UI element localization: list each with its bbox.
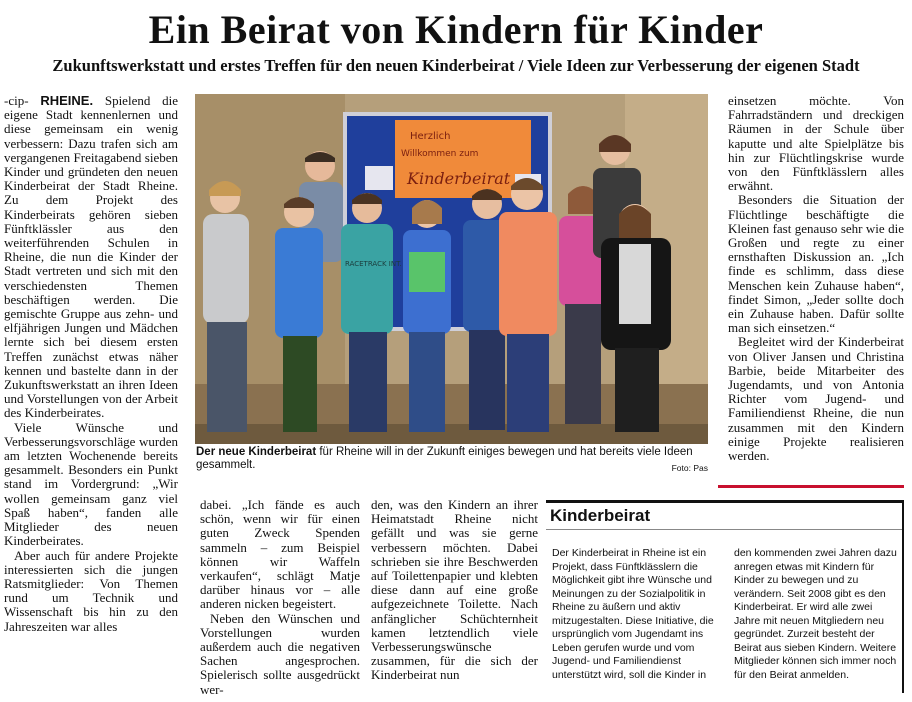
dateline-place: RHEINE. xyxy=(40,93,94,108)
article-paragraph: Besonders die Situation der Flüchtlinge beschäftigte die Kleinen fast genauso sehr wie die Großen und regte zu einer ernsthaften Diskussion an. „Ich finde es schlimm, dass diese Menschen kein Zuhause haben“, findet Simon, „Jeder sollte doch ein Zuhause haben. Dafür sollte man sich einsetzen.“ xyxy=(728,192,904,336)
person-boy-4 xyxy=(499,178,557,432)
caption-text: für Rheine will in der Zukunft einiges bewegen und hat bereits viele Ideen gesammelt. xyxy=(196,446,693,471)
article-paragraph: dabei. „Ich fände es auch schön, wenn wir für einen guten Zweck Spenden sammeln – zum Beispiel können wir Waffeln verkaufen“, schlägt Matje darüber hinaus vor – alle anderen nicken begeistert. xyxy=(200,497,360,612)
info-box-title: Kinderbeirat xyxy=(550,506,651,525)
photo-illustration xyxy=(195,94,708,444)
article-paragraph: den, was den Kindern an ihrer Heimatstadt Rheine nicht gefällt und was sie gerne verbessern möchten. Dabei schrieben sie ihre Beschwerden auf Toilettenpapier und klebten diese dann auf eine große aufgezeichnete Toilette. Nach anfänglicher Schüchternheit kamen letztendlich viele Verbesserungswünsche zusammen, für die sich der Kinderbeirat nun xyxy=(371,497,538,683)
info-box xyxy=(546,500,904,693)
info-box-column-1: Der Kinderbeirat in Rheine ist ein Projekt, dass Fünftklässlern die Möglichkeit gibt ihre Wünsche und Meinungen zu der Sozialpolitik in Rheine zu äußern und aktiv mitzugestalten. Diese Initiative, die ursprünglich vom Jugendamt ins Leben gerufen wurde und vom Jugend- und Familiendienst unterstützt wird, soll die Kinder in xyxy=(552,547,714,681)
article-paragraph: Viele Wünsche und Verbesserungsvorschläge wurden am letzten Wochenende bereits gesammelt. Besonders ein Punkt stand im Vordergrund: „Wir wollen gemeinsam ganz viel Spaß haben“, fanden alle Mitglieder des neuen Kinderbeirates. xyxy=(4,419,178,549)
poster-text-3: Kinderbeirat xyxy=(407,169,511,188)
caption-bold: Der neue Kinderbeirat xyxy=(196,446,317,458)
end-rule xyxy=(718,485,904,488)
shirt-text: RACETRACK INT. xyxy=(345,260,402,268)
article-column-5 xyxy=(728,94,904,463)
article-column-2 xyxy=(200,498,360,697)
poster-text-2: Willkommen zum xyxy=(401,149,479,159)
photo-caption xyxy=(196,446,708,472)
info-box-divider xyxy=(546,529,902,530)
article-paragraph: einsetzen möchte. Von Fahrradständern und dreckigen Räumen in der Schule über kaputte und alte Spielplätze bis hin zur Flüchtlingskrise wurde von den Fünftklässlern alles erwähnt. xyxy=(728,93,904,194)
paragraph-text: Spielend die eigene Stadt kennenlernen und diese gemeinsam ein wenig verbessern: Dazu trafen sich am vergangenen Freitagabend sieben Kinder und gründeten den neuen Kinderbeirat der Stadt Rheine. Zu dem Projekt des Kinderbeirats gehören sieben Fünftklässler aus den weiterführenden Schulen in Rheine, die nun die Kinder der Stadt vertreten und sich mit den verschiedensten Themen beschäftigen werden. Die gemischte Gruppe aus zehn- und elfjährigen Jungen und Mädchen lernte sich bei diesem ersten Treffen zunächst etwas näher kennen und bastelte dann in der Zukunftswerkstatt an ihren Ideen und Vorstellungen von der Arbeit des Kinderbeirates. xyxy=(4,93,178,421)
person-girl-1 xyxy=(403,200,451,432)
person-woman-left xyxy=(203,181,249,432)
dateline-author: -cip- xyxy=(4,93,29,108)
poster-text-1: Herzlich xyxy=(410,131,451,142)
article-paragraph: Aber auch für andere Projekte interessierten sich die jungen Ratsmitglieder: Von Themen rund um Technik und Wissenschaft bis hin zu den Jahreszeiten war alles xyxy=(4,547,178,634)
group-photo xyxy=(195,94,708,444)
article-column-1 xyxy=(4,94,178,634)
subheadline: Zukunftswerkstatt und erstes Treffen für den neuen Kinderbeirat / Viele Ideen zur Verbesserung der eigenen Stadt xyxy=(52,56,860,75)
article-column-3 xyxy=(371,498,538,683)
article-paragraph xyxy=(4,94,178,421)
article-paragraph: Neben den Wünschen und Vorstellungen wurden außerdem auch die negativen Sachen angesprochen. Spielerisch sollte ausgedrückt wer- xyxy=(200,610,360,697)
info-box-column-2: den kommenden zwei Jahren dazu anregen etwas mit Kindern für Kinder zu bewegen und zu verändern. Seit 2008 gibt es den Kinderbeirat. Er wird alle zwei Jahre mit neuen Mitgliedern neu gegründet. Zurzeit besteht der Beirat aus sieben Kindern. Weitere Mitglieder können sich immer noch für den Beirat anmelden. xyxy=(734,547,897,681)
photo-credit: Foto: Pas xyxy=(671,463,708,473)
article-paragraph: Begleitet wird der Kinderbeirat von Oliver Jansen und Christina Barbie, beide Mitarbeiter des Jugendamts, und von Antonia Richter vom Jugend- und Familiendienst Rheine, die nun zusammen mit den Kindern einige Projekte realisieren werden. xyxy=(728,334,904,464)
headline: Ein Beirat von Kindern für Kinder xyxy=(148,7,764,52)
